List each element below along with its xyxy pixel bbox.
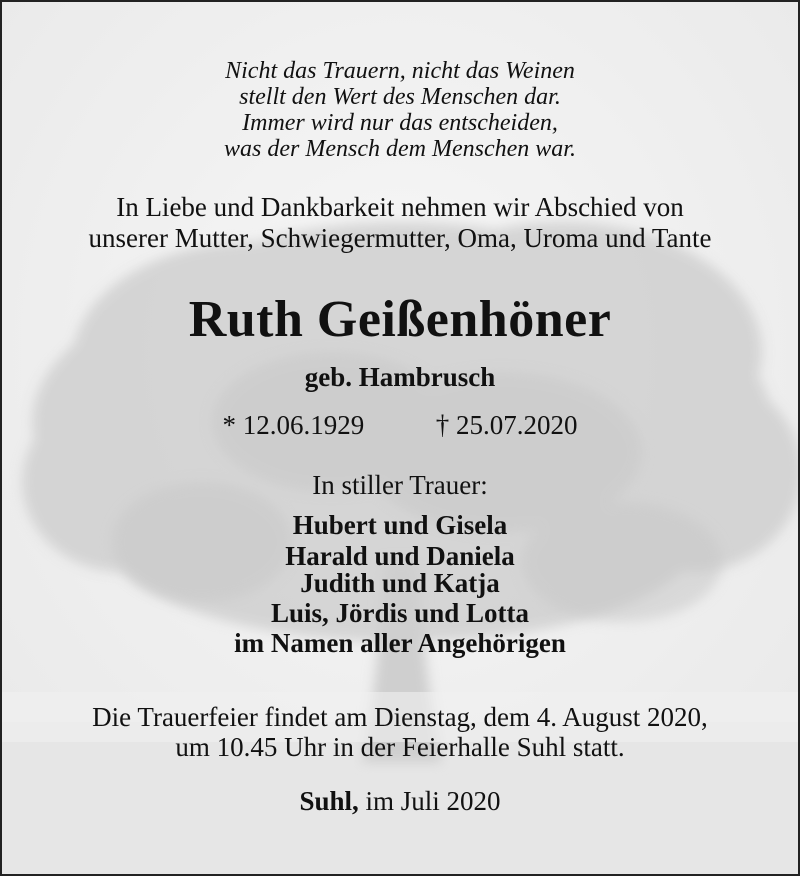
death-date: † 25.07.2020: [435, 410, 578, 440]
intro-line-2: unserer Mutter, Schwiegermutter, Oma, Uroma und Tante: [88, 223, 712, 253]
mourner-line-3: Judith und Katja: [300, 568, 500, 598]
mourners-heading: In stiller Trauer:: [312, 470, 488, 500]
maiden-name: geb. Hambrusch: [304, 362, 496, 392]
mourner-line-2: Harald und Daniela: [285, 541, 515, 571]
place-month: im Juli 2020: [365, 786, 501, 816]
service-line-2: um 10.45 Uhr in der Feierhalle Suhl statt.: [175, 732, 625, 762]
mourner-line-5: im Namen aller Angehörigen: [234, 628, 566, 658]
birth-date: * 12.06.1929: [222, 410, 365, 440]
verse-line-3: Immer wird nur das entscheiden,: [242, 110, 558, 136]
mourner-line-1: Hubert und Gisela: [292, 510, 508, 540]
service-line-1: Die Trauerfeier findet am Dienstag, dem 4. August 2020,: [92, 702, 708, 732]
verse-line-1: Nicht das Trauern, nicht das Weinen: [225, 58, 575, 84]
intro-line-1: In Liebe und Dankbarkeit nehmen wir Abschied von: [116, 192, 684, 222]
place-city: Suhl,: [299, 786, 359, 816]
deceased-name: Ruth Geißenhöner: [188, 291, 612, 348]
life-dates: [2, 410, 798, 440]
verse-line-2: stellt den Wert des Menschen dar.: [239, 84, 561, 110]
verse-line-4: was der Mensch dem Menschen war.: [224, 136, 576, 162]
place-date: [2, 786, 798, 816]
mourner-line-4: Luis, Jördis und Lotta: [270, 598, 530, 628]
